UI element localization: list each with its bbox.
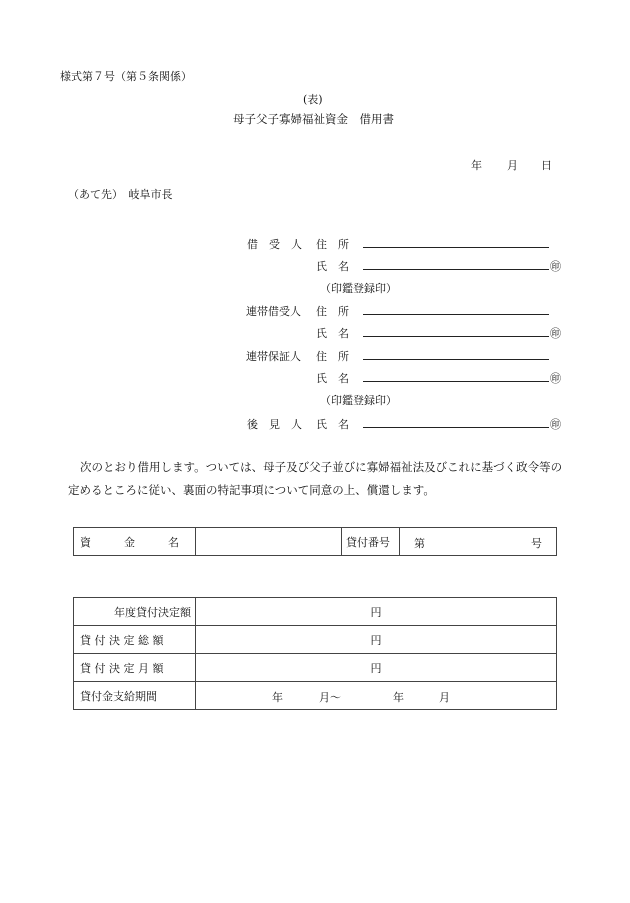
guardian-role: 後 見 人 [247, 418, 302, 431]
payment-period-field[interactable] [196, 682, 557, 710]
joint-guarantor-name-line[interactable] [363, 381, 549, 382]
borrower-role: 借 受 人 [247, 238, 302, 251]
guardian-seal-mark: ㊞ [550, 418, 561, 431]
borrower-seal-note: （印鑑登録印） [320, 282, 397, 295]
document-title: 母子父子寡婦福祉資金 借用書 [233, 112, 394, 126]
date-month-label: 月 [507, 159, 518, 172]
table-row [74, 598, 557, 626]
joint-guarantor-name-label: 氏 名 [316, 372, 349, 385]
table-row [74, 654, 557, 682]
table-row [74, 682, 557, 710]
joint-borrower-role: 連帯借受人 [246, 305, 301, 318]
joint-guarantor-seal-mark: ㊞ [550, 372, 561, 385]
date-year-label: 年 [471, 159, 482, 172]
joint-borrower-address-line[interactable] [363, 314, 549, 315]
body-text-line-2: 定めるところに従い、裏面の特記事項について同意の上、償還します。 [68, 483, 435, 497]
payment-period-label: 貸付金支給期間 [74, 682, 196, 710]
fund-name-field[interactable] [196, 528, 342, 556]
table-row [74, 626, 557, 654]
joint-guarantor-address-line[interactable] [363, 359, 549, 360]
borrower-name-line[interactable] [363, 269, 549, 270]
annual-decision-amount-label: 年度貸付決定額 [74, 598, 196, 626]
borrower-address-line[interactable] [363, 247, 549, 248]
borrower-seal-mark: ㊞ [550, 260, 561, 273]
body-text-line-1: 次のとおり借用します。ついては、母子及び父子並びに寡婦福祉法及びこれに基づく政令等の [80, 460, 563, 474]
monthly-decision-amount-label: 貸 付 決 定 月 額 [74, 654, 196, 682]
joint-guarantor-address-label: 住 所 [316, 350, 349, 363]
guardian-name-label: 氏 名 [316, 418, 349, 431]
joint-guarantor-seal-note: （印鑑登録印） [320, 394, 397, 407]
total-decision-amount-label: 貸 付 決 定 総 額 [74, 626, 196, 654]
loan-number-suffix: 号 [531, 537, 542, 550]
joint-borrower-seal-mark: ㊞ [550, 327, 561, 340]
addressee: （あて先） 岐阜市長 [68, 188, 173, 201]
period-to-year: 年 [393, 691, 404, 704]
side-label: (表) [303, 93, 323, 106]
joint-borrower-name-label: 氏 名 [316, 327, 349, 340]
loan-number-field[interactable] [400, 528, 557, 556]
fund-table [73, 527, 557, 556]
loan-number-prefix: 第 [414, 537, 425, 550]
period-to-month: 月 [439, 691, 450, 704]
form-id: 様式第７号（第５条関係） [60, 70, 192, 83]
joint-borrower-name-line[interactable] [363, 336, 549, 337]
loan-number-label: 貸付番号 [342, 528, 400, 556]
guardian-name-line[interactable] [363, 427, 549, 428]
annual-decision-amount-field[interactable]: 円 [196, 598, 557, 626]
fund-name-label: 資 金 名 [74, 528, 196, 556]
joint-guarantor-role: 連帯保証人 [246, 350, 301, 363]
date-day-label: 日 [541, 159, 552, 172]
loan-amount-table [73, 597, 557, 710]
period-from-year: 年 [272, 691, 283, 704]
monthly-decision-amount-field[interactable]: 円 [196, 654, 557, 682]
borrower-name-label: 氏 名 [316, 260, 349, 273]
period-from-month: 月～ [319, 691, 341, 704]
joint-borrower-address-label: 住 所 [316, 305, 349, 318]
borrower-address-label: 住 所 [316, 238, 349, 251]
total-decision-amount-field[interactable]: 円 [196, 626, 557, 654]
